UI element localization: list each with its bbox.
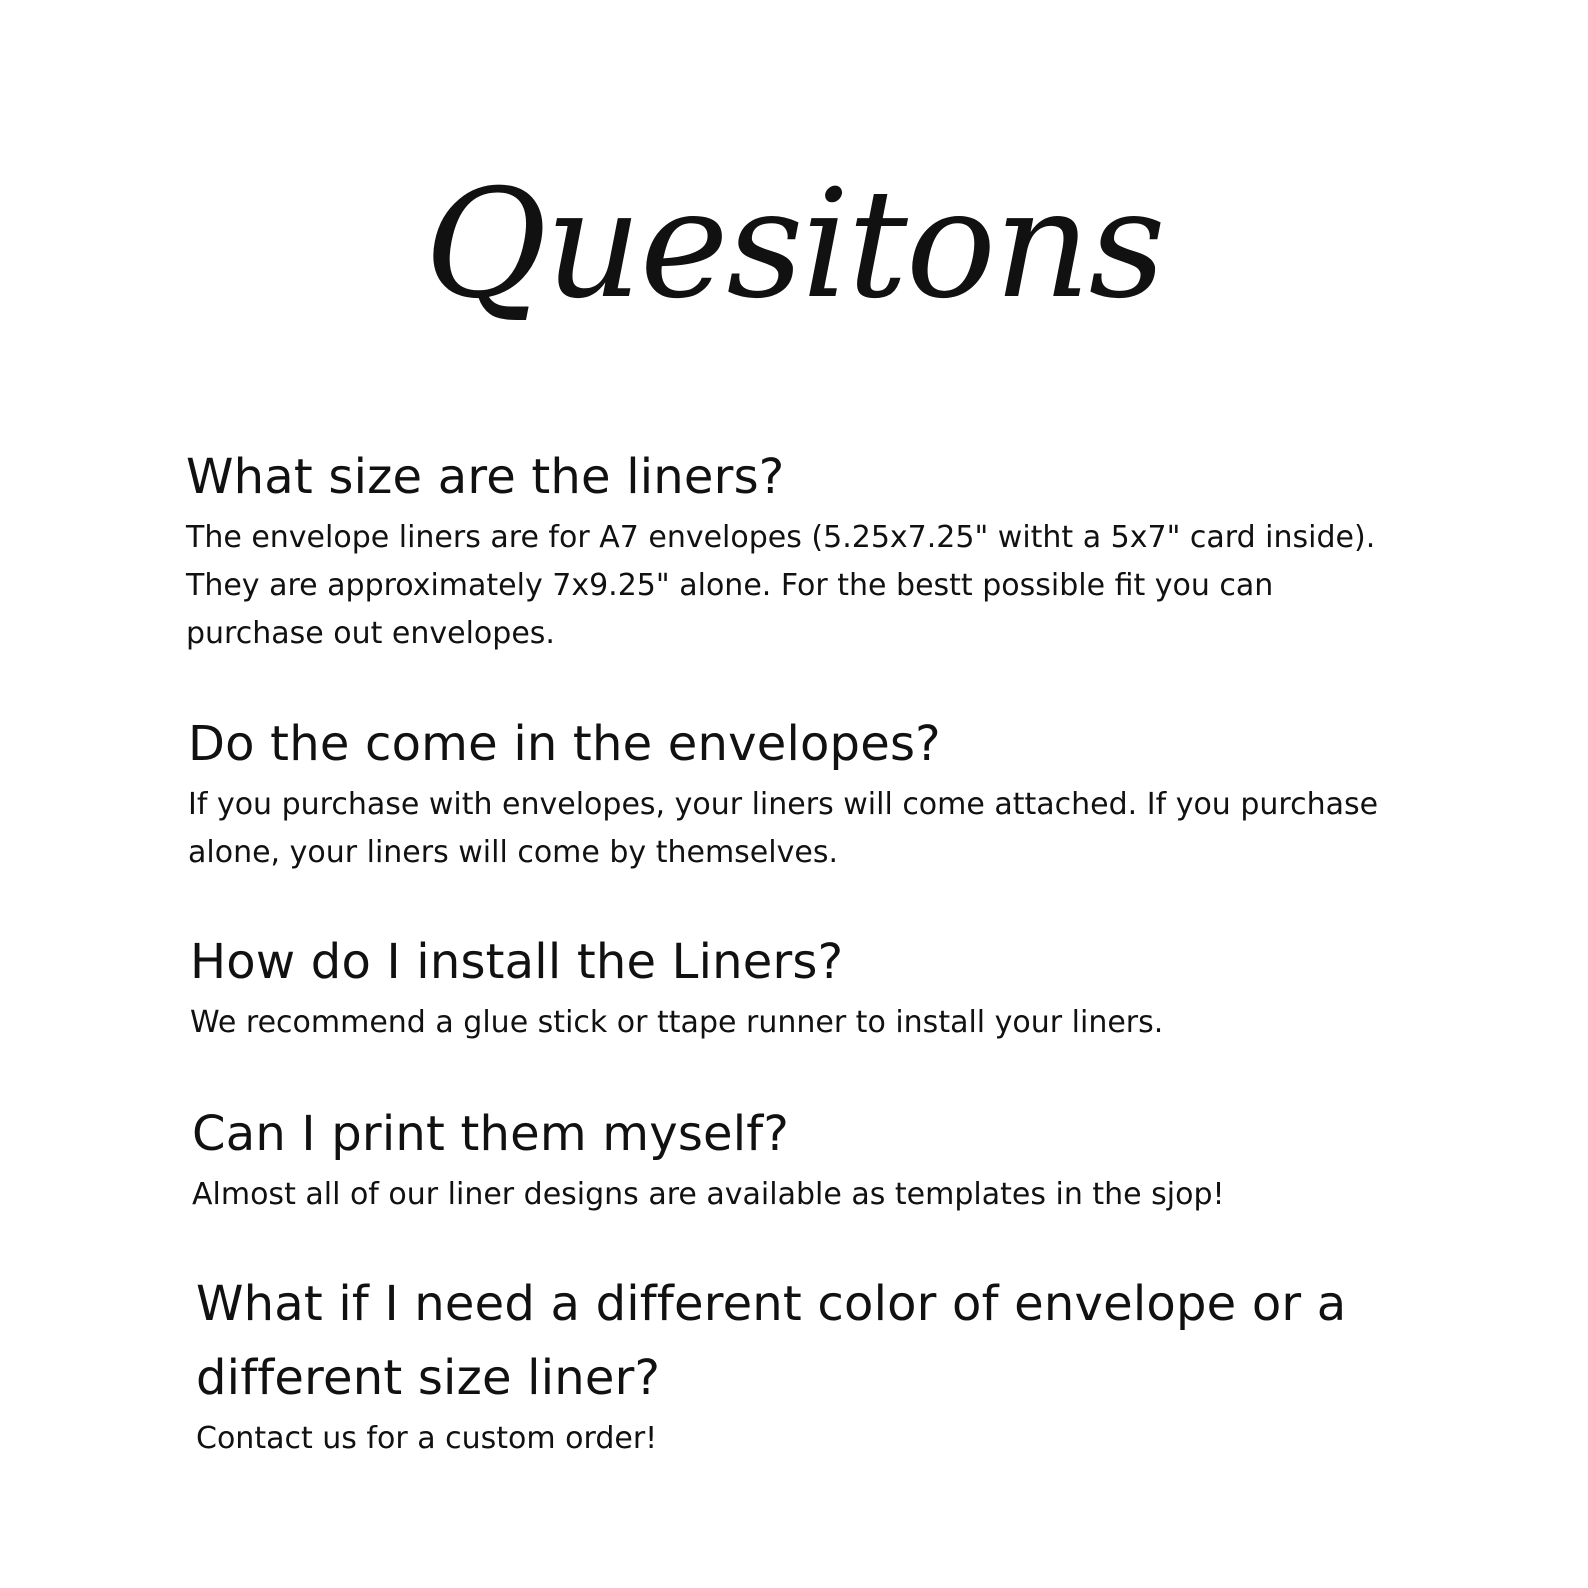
faq-item xyxy=(188,707,1418,877)
faq-answer: We recommend a glue stick or ttape runner to install your liners. xyxy=(190,1005,1164,1040)
faq-question: How do I install the Liners? xyxy=(190,934,844,990)
faq-question: Do the come in the envelopes? xyxy=(188,716,941,772)
page-title: Quesitons xyxy=(424,158,1164,332)
faq-question: What if I need a different color of envelope or a different size liner? xyxy=(196,1276,1347,1406)
faq-answer: If you purchase with envelopes, your liners will come attached. If you purchase alone, your liners will come by themselves. xyxy=(188,787,1379,870)
faq-question: Can I print them myself? xyxy=(192,1106,790,1162)
faq-item xyxy=(196,1267,1426,1463)
faq-question: What size are the liners? xyxy=(186,449,785,505)
faq-answer: The envelope liners are for A7 envelopes (5.25x7.25" witht a 5x7" card inside). They are approximately 7x9.25" alone. For the bestt possible fit you can purchase out envelopes. xyxy=(186,520,1376,651)
faq-answer: Almost all of our liner designs are available as templates in the sjop! xyxy=(192,1177,1225,1212)
faq-answer: Contact us for a custom order! xyxy=(196,1421,658,1456)
faq-item xyxy=(190,925,1420,1047)
faq-item xyxy=(192,1097,1422,1219)
faq-item xyxy=(186,440,1416,658)
